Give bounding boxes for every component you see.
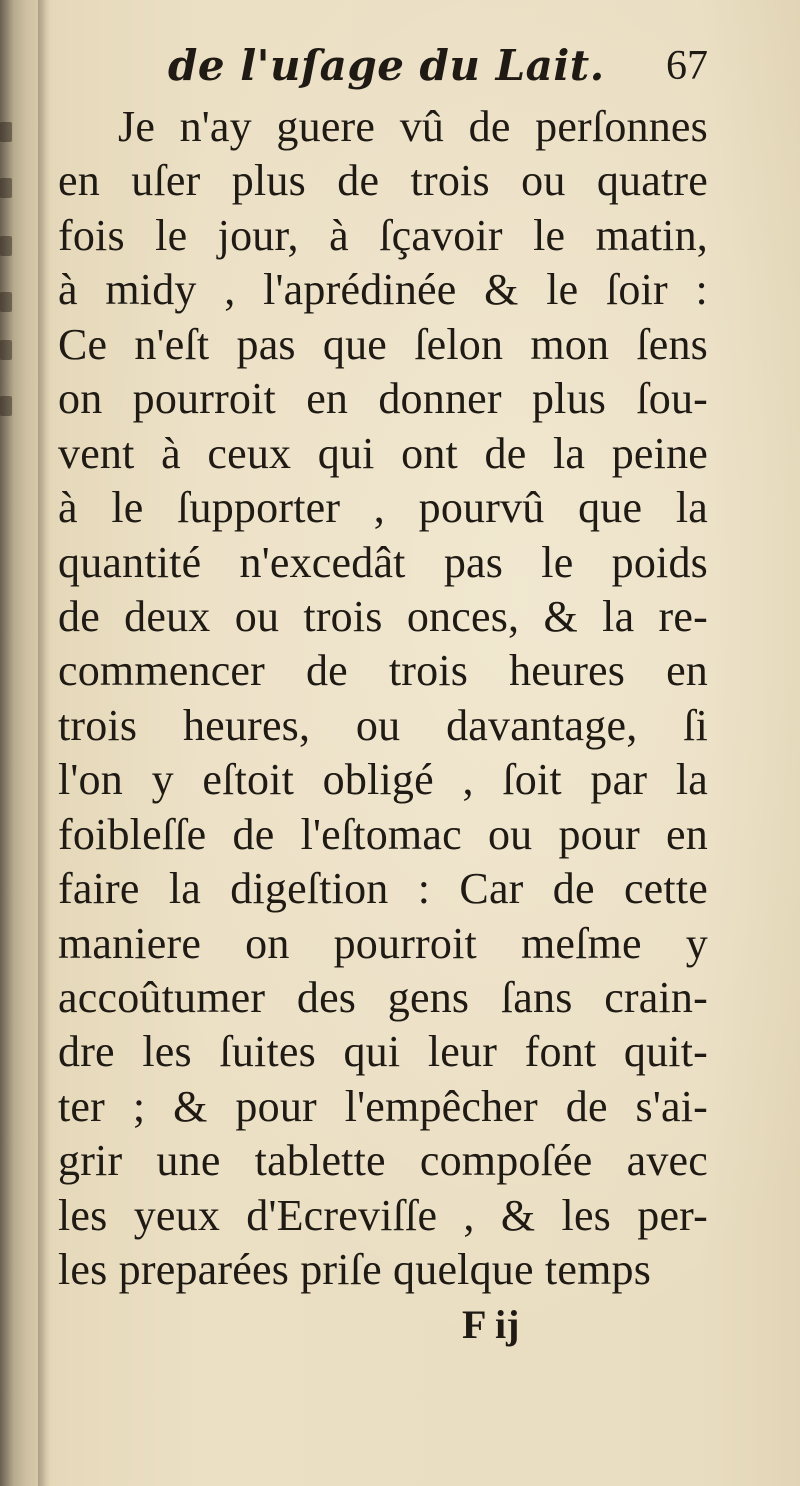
- facing-page-bleed: [0, 396, 12, 416]
- facing-page-bleed: [0, 178, 12, 198]
- text-line: trois heures, ou davantage, ſi: [58, 700, 708, 750]
- text-line: commencer de trois heures en: [58, 646, 708, 696]
- facing-page-bleed: [0, 340, 12, 360]
- text-line: quantité n'excedât pas le poids: [58, 537, 708, 587]
- text-line: accoûtumer des gens ſans crain-: [58, 973, 708, 1022]
- text-line: vent à ceux qui ont de la peine: [58, 428, 708, 478]
- text-line: foibleſſe de l'eſtomac ou pour en: [58, 809, 708, 859]
- text-line: grir une tablette compoſée avec: [58, 1136, 708, 1186]
- text-line: on pourroit en donner plus ſou-: [58, 374, 708, 424]
- facing-page-bleed: [0, 292, 12, 312]
- facing-page-bleed: [0, 236, 12, 256]
- text-line: l'on y eſtoit obligé , ſoit par la: [58, 755, 708, 805]
- text-line: les preparées priſe quelque temps: [58, 1245, 652, 1295]
- text-line: à midy , l'aprédinée & le ſoir :: [58, 265, 708, 315]
- body-text: [58, 100, 708, 1298]
- gutter-shadow: [38, 0, 50, 1486]
- text-line: dre les ſuites qui leur font quit-: [58, 1027, 708, 1077]
- text-line: les yeux d'Ecreviſſe , & les per-: [58, 1190, 708, 1240]
- text-line: ter ; & pour l'empêcher de s'ai-: [58, 1081, 708, 1131]
- text-line: faire la digeſtion : Car de cette: [58, 864, 708, 914]
- text-line: Je n'ay guere vû de perſonnes: [118, 102, 708, 151]
- page-number: 67: [666, 43, 708, 89]
- text-line: fois le jour, à ſçavoir le matin,: [58, 210, 708, 260]
- running-head: de l'uſage du Lait.: [168, 41, 605, 90]
- text-line: en uſer plus de trois ou quatre: [58, 156, 708, 206]
- text-line: à le ſupporter , pourvû que la: [58, 483, 708, 533]
- text-line: maniere on pourroit meſme y: [58, 918, 708, 968]
- page-header: [168, 38, 708, 94]
- signature-mark: F ij: [462, 1302, 520, 1347]
- text-line: de deux ou trois onces, & la re-: [58, 591, 708, 641]
- text-line: Ce n'eſt pas que ſelon mon ſens: [58, 319, 708, 369]
- facing-page-bleed: [0, 122, 12, 142]
